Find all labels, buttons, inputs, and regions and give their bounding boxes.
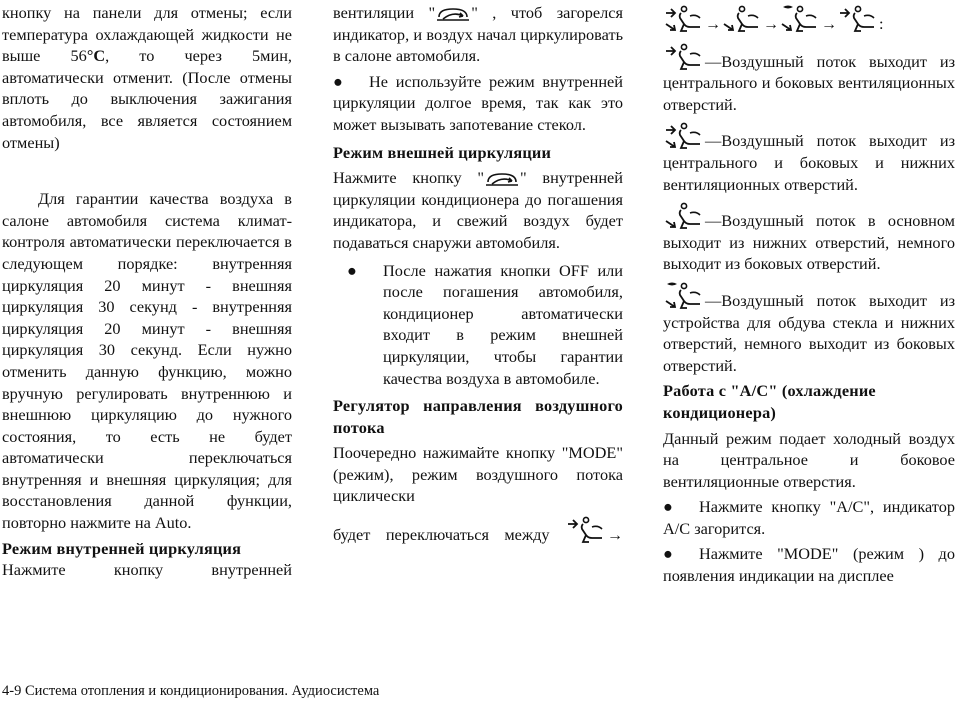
arrow-sign: → — [763, 16, 779, 33]
recirculation-icon — [435, 5, 471, 23]
bullet-no-long-internal — [333, 71, 623, 136]
paragraph-internal-vent-b: " , чтоб загорелся индикатор, и воздух начал циркулировать в салоне автомобиля. — [333, 3, 623, 66]
heading-airflow-regulator: Регулятор направления воздушного потока — [333, 396, 623, 437]
mode-face-foot — [663, 121, 955, 195]
paragraph-ac: Данный режим подает холодный воздух на центральное и боковое вентиляционные отверстия. — [663, 428, 955, 491]
paragraph-cancel-text-a: кнопку на панели для отмены; если температура охлаждающей жидкости не выше 56 — [2, 3, 292, 66]
recirculation-icon — [484, 170, 520, 188]
paragraph-external — [333, 167, 623, 253]
arrow-sign: → — [607, 527, 623, 545]
mode-face-foot-text: —Воздушный поток выходит из центрального и боковых и нижних вентиляционных отверстий. — [663, 131, 955, 194]
mode-foot-text: —Воздушный поток в основном выходит из нижних отверстий, немного выходит из боковых отверстий. — [663, 211, 955, 274]
mode-face — [663, 42, 955, 116]
foot-vent-icon — [663, 201, 705, 231]
mode-face-text: —Воздушный поток выходит из центрального и боковых вентиляционных отверстий. — [663, 51, 955, 114]
page-footer: 4-9 Система отопления и кондиционирования. Аудиосистема — [2, 683, 380, 699]
bullet-ac-press — [663, 496, 955, 539]
arrow-sign: → — [821, 16, 837, 33]
defrost-foot-vent-icon — [779, 4, 821, 34]
heading-ac: Работа с "A/C" (охлаждение кондиционера) — [663, 381, 876, 422]
mode-defrost — [663, 281, 955, 376]
bullet-ac-press-text: Нажмите кнопку "A/C", индикатор A/C загорится. — [663, 497, 955, 538]
paragraph-air-quality: Для гарантии качества воздуха в салоне автомобиля система климат-контроля автоматически переключается в следующем порядке: внутренняя циркуляция 20 минут - внешняя циркуляция 30 секунд - внутренняя циркуляция 20 минут - внешняя циркуляция 30 секунд. Если нужно отменить данную функцию, можно вручную регулировать внутреннюю и внешнюю циркуляцию до нужного состояния, то есть не будет автоматически переключаться внутренняя и внешняя циркуляция; для восстановления данной функции, повторно нажмите на Auto. — [2, 189, 292, 533]
bullet-no-long-internal-text: Не используйте режим внутренней циркуляции долгое время, так как это может вызывать запотевание стекол. — [333, 71, 623, 134]
paragraph-external-b: " внутренней циркуляции кондиционера до погашения индикатора, и свежий воздух будет подаваться снаружи автомобиля. — [333, 168, 623, 252]
bullet-dot: ● — [663, 497, 673, 517]
paragraph-cancel-text-b: , то через 5мин, автоматически отменит. (После отмены вплоть до выключения зажигания автомобиля, все является состоянием отмены) — [2, 46, 292, 152]
paragraph-internal-vent-a: вентиляции " — [333, 3, 436, 22]
paragraph-internal-vent — [333, 2, 623, 67]
face-foot-vent-icon — [663, 4, 705, 34]
bullet-off-button-text: После нажатия кнопки OFF или после погашения автомобиля, кондиционер автоматически входит в режим внешней циркуляции, чтобы гарантии качества воздуха в автомобиле. — [383, 260, 623, 388]
bullet-dot: ● — [663, 544, 673, 564]
paragraph-mode-switch — [333, 515, 623, 547]
paragraph-press-button: Нажмите кнопку внутренней — [2, 560, 292, 580]
bullet-dot: ● — [347, 260, 357, 280]
bullet-mode-press-text: Нажмите "MODE" (режим ) до появления индикации на дисплее — [663, 544, 955, 586]
face-vent-icon — [663, 42, 705, 72]
bullet-off-button — [333, 260, 623, 390]
bullet-mode-press — [663, 543, 955, 586]
defrost-foot-vent-icon — [663, 281, 705, 311]
paragraph-mode: Поочередно нажимайте кнопку "MODE" (режим), режим воздушного потока циклически — [333, 443, 623, 506]
mode-sequence — [663, 4, 955, 36]
celsius-unit: °C — [86, 46, 106, 66]
arrow-sign: → — [705, 16, 721, 33]
mode-defrost-text: —Воздушный поток выходит из устройства для обдува стекла и нижних отверстий, немного выходит из боковых отверстий. — [663, 290, 955, 375]
face-vent-icon — [837, 4, 879, 34]
bullet-dot: ● — [333, 71, 343, 91]
face-foot-vent-icon — [663, 121, 705, 151]
colon-sign: : — [879, 14, 884, 33]
column-1 — [2, 2, 292, 581]
column-3 — [663, 2, 955, 587]
paragraph-cancel — [2, 2, 292, 153]
paragraph-external-a: Нажмите кнопку " — [333, 168, 485, 188]
paragraph-mode-switch-text: будет переключаться между — [333, 525, 550, 545]
mode-foot — [663, 201, 955, 275]
face-vent-icon — [565, 515, 607, 545]
column-2 — [333, 2, 623, 547]
foot-vent-icon — [721, 4, 763, 34]
heading-external-circulation: Режим внешней циркуляции — [333, 142, 552, 162]
heading-internal-circulation: Режим внутренней циркуляция — [2, 538, 242, 558]
